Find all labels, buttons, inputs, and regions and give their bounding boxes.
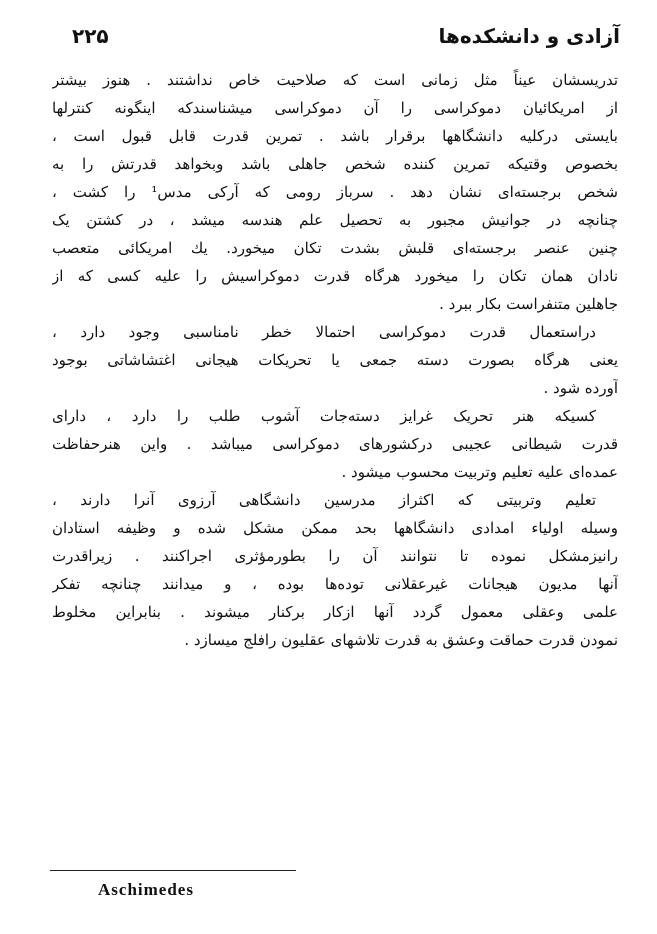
text-line: وسیله اولیاء امدادی دانشگاهها بحد ممکن مشکل شده و وظیفه استادان	[52, 519, 618, 537]
text-line: قدرت شیطانی عجیبی درکشورهای دموکراسی میباشد . واین هنرحفاظت	[52, 435, 618, 453]
text-line: جاهلین متنفراست بکار ببرد .	[439, 295, 618, 313]
text-line: از امریکائیان دموکراسی را آن دموکراسی میشناسندکه اینگونه کنترلها	[52, 99, 618, 117]
text-line: نمودن قدرت حماقت وعشق به قدرت تلاشهای عقلیون رافلج میسازد .	[184, 631, 618, 649]
page-number: ۲۲۵	[72, 24, 109, 48]
text-line: چنانچه در جوانیش مجبور به تحصیل علم هندسه میشد ، در کشتن یک	[52, 211, 618, 229]
footnote-divider	[50, 870, 296, 871]
page-header	[72, 18, 620, 58]
footnote: Aschimedes	[98, 880, 194, 899]
text-line: کسیکه هنر تحریک غرایز دسته‌جات آشوب طلب را دارد ، دارای	[52, 407, 596, 425]
text-line: بایستی درکلیه دانشگاهها برقرار باشد . تمرین قدرت قابل قبول است ،	[52, 127, 618, 145]
running-title: آزادی و دانشکده‌ها	[438, 24, 620, 48]
text-line: یعنی هرگاه بصورت دسته جمعی یا تحریکات هیجانی اغتشاشاتی بوجود	[52, 351, 618, 369]
text-line: آورده شود .	[543, 379, 618, 397]
text-line: چنین عنصر برجسته‌ای قلبش بشدت تکان میخورد. یك امریکائی متعصب	[52, 239, 618, 257]
text-line: عمده‌ای علیه تعلیم وتربیت محسوب میشود .	[341, 463, 618, 481]
text-line: نادان همان تکان را میخورد هرگاه قدرت دموکراسیش را علیه کسی که از	[52, 267, 618, 285]
text-line: بخصوص وقتیکه تمرین کننده شخص جاهلی باشد وبخواهد قدرتش را به	[52, 155, 618, 173]
text-line: دراستعمال قدرت دموکراسی احتمالا خطر نامناسبی وجود دارد ،	[52, 323, 596, 341]
text-line: شخص برجسته‌ای نشان دهد . سرباز رومی که آرکی مدس¹ را کشت ،	[52, 183, 618, 201]
text-line: آنها مدیون هیجانات غیرعقلانی توده‌ها بوده ، و میدانند چنانچه تفکر	[52, 575, 618, 593]
text-line: تعلیم وتربیتی که اکثراز مدرسین دانشگاهی آرزوی آنرا دارند ،	[52, 491, 596, 509]
text-line: رانیزمشکل نموده تا نتوانند آن را بطورمؤثری اجراکنند . زیراقدرت	[52, 547, 618, 565]
body-text	[52, 66, 618, 654]
text-line: علمی وعقلی معمول گردد آنها ازکار برکنار میشوند . بنابراین مخلوط	[52, 603, 618, 621]
text-line: تدریسشان عیناً مثل زمانی است که صلاحیت خاص نداشتند . هنوز بیشتر	[52, 71, 618, 89]
